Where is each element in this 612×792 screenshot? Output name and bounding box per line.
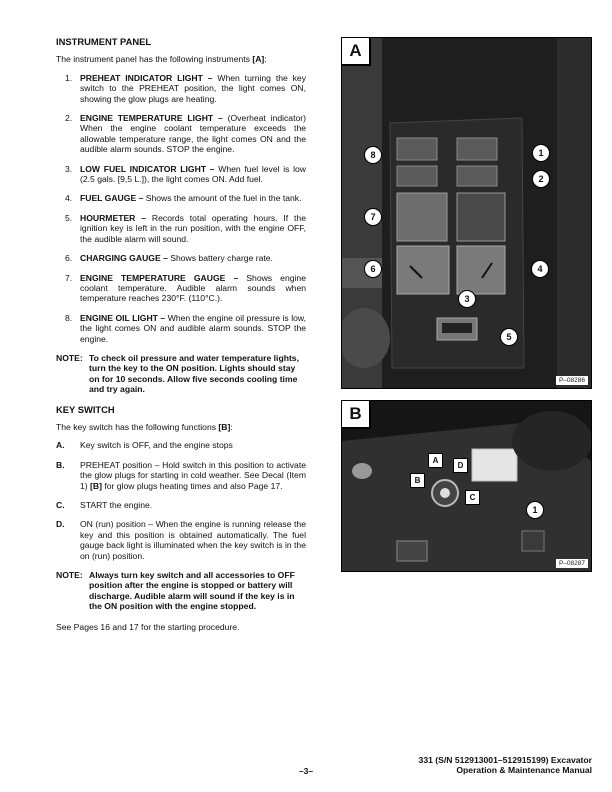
callout-d: D [453,458,468,473]
callout-7: 7 [364,208,382,226]
instrument-item: 5. HOURMETER – Records total operating hours. If the ignition key is left in the run position, with the engine OFF, the audible alarm will sound. [65,212,306,244]
figure-a-instrument-panel-photo [341,37,592,389]
callout-5: 5 [500,328,518,346]
footer-manual-title: 331 (S/N 512913001–512915199) Excavator Operation & Maintenance Manual [418,755,592,775]
instrument-panel-heading: INSTRUMENT PANEL [56,36,152,47]
key-switch-illustration [342,401,591,571]
figure-letter-a: A [342,38,371,66]
key-switch-note: NOTE: Always turn key switch and all accessories to OFF position after the engine is stopped or battery will discharge. Audible alarm will sound if the key is in the ON position with the engine stopped. [56,570,295,612]
figure-b-key-switch-photo [341,400,592,572]
figure-a-id: P–08286 [556,376,588,385]
page-number: –3– [298,766,314,776]
key-switch-item: B. PREHEAT position – Hold switch in this position to activate the glow plugs for starting in cold weather. See Decal (Item 1) [B] for glow plugs heating times and also Page 17. [56,459,306,491]
figure-letter-b: B [342,401,371,429]
instrument-item: 6. CHARGING GAUGE – Shows battery charge rate. [65,253,273,264]
instrument-note: NOTE: To check oil pressure and water temperature lights, turn the key to the ON position. Lights should stay on for 10 seconds. Allow five seconds cooling time and try again. [56,352,299,395]
instrument-item: 7. ENGINE TEMPERATURE GAUGE – Shows engine coolant temperature. Audible alarm sounds when temperature reaches 230°F. (110°C.). [65,272,306,304]
figure-b-id: P–08287 [556,559,588,568]
instrument-item: 4. FUEL GAUGE – Shows the amount of the fuel in the tank. [65,193,302,204]
instrument-panel-intro: The instrument panel has the following instruments [A]: [56,54,267,65]
instrument-item: 1. PREHEAT INDICATOR LIGHT – When turning the key switch to the PREHEAT position, the light comes ON, showing the glow plugs are heating. [65,72,306,104]
callout-c: C [465,490,480,505]
callout-3: 3 [458,290,476,308]
text-column [56,37,306,640]
key-switch-item: A. Key switch is OFF, and the engine stops [56,440,233,451]
instrument-item: 8. ENGINE OIL LIGHT – When the engine oil pressure is low, the light comes ON and audible alarm sounds. STOP the engine. [65,312,306,344]
instrument-item: 3. LOW FUEL INDICATOR LIGHT – When fuel level is low (2.5 gals. [9,5 L.]), the light comes ON. Add fuel. [65,163,306,185]
callout-6: 6 [364,260,382,278]
callout-1: 1 [532,144,550,162]
callout-1-decal: 1 [526,501,544,519]
see-pages-text: See Pages 16 and 17 for the starting procedure. [56,621,240,632]
key-switch-item: C. START the engine. [56,500,153,510]
callout-a: A [428,453,443,468]
key-switch-item: D. ON (run) position – When the engine is running release the key and this position is obtained automatically. The fuel gauge back light is illuminated when the key switch is in the on (run) position. [56,519,306,561]
key-switch-intro: The key switch has the following functions [B]: [56,421,233,432]
instrument-list [56,73,306,344]
instrument-item: 2. ENGINE TEMPERATURE LIGHT – (Overheat indicator) When the engine coolant temperature exceeds the allowable temperature range, the light comes ON and the audible alarm sounds. STOP the engine. [65,113,306,155]
callout-b: B [410,473,425,488]
callout-4: 4 [531,260,549,278]
key-switch-list [56,440,306,561]
key-switch-heading: KEY SWITCH [56,403,115,415]
callout-2: 2 [532,170,550,188]
callout-8: 8 [364,146,382,164]
